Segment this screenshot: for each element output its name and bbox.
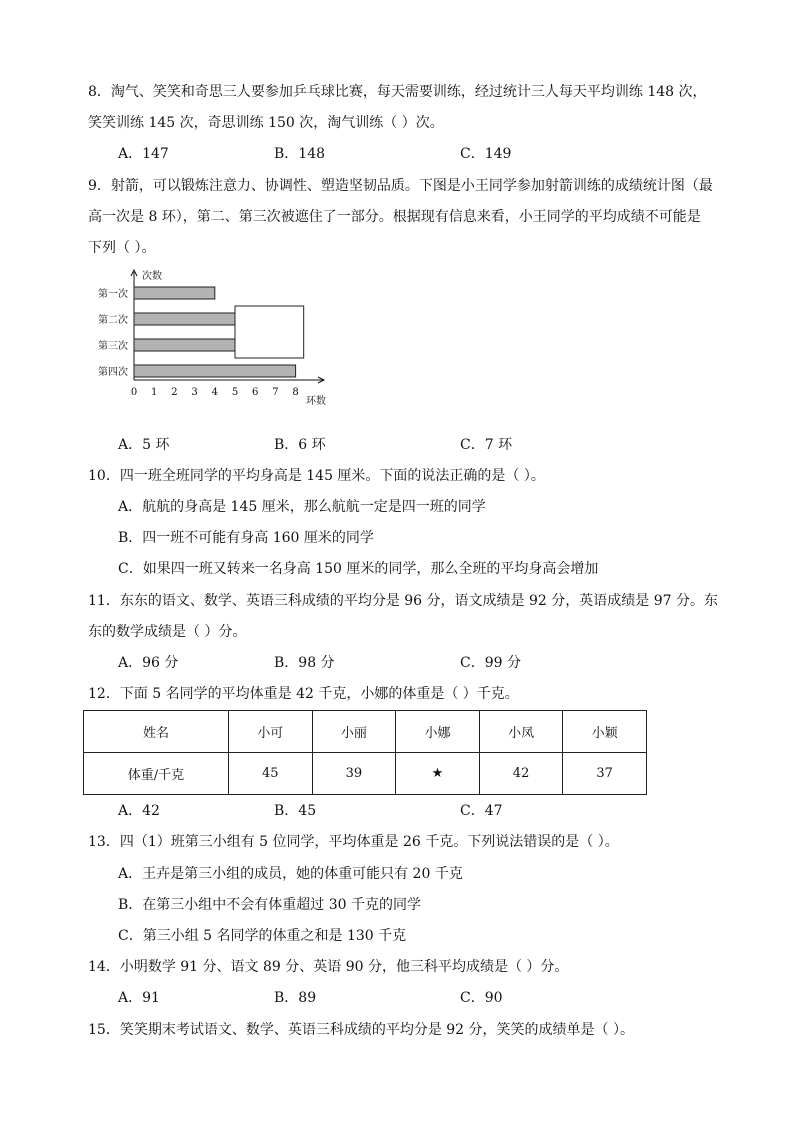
bar-4: [134, 365, 296, 377]
q13-option-b[interactable]: B．在第三小组中不会有体重超过 30 千克的同学: [118, 897, 422, 913]
category-label: 第一次: [98, 289, 128, 300]
x-tick-label: 2: [171, 387, 178, 398]
x-tick-label: 7: [272, 387, 279, 398]
q9-option-b[interactable]: B．6 环: [274, 437, 326, 453]
weight-table: [83, 710, 647, 795]
bar-3: [134, 339, 235, 351]
table-cell: 42: [479, 753, 563, 795]
x-tick-label: 1: [151, 387, 158, 398]
bar-2: [134, 313, 235, 325]
table-header-cell: 小可: [229, 711, 313, 753]
q8-text-line-2: 笑笑训练 145 次，奇思训练 150 次，淘气训练（ ）次。: [88, 115, 444, 131]
q13-option-a[interactable]: A．王卉是第三小组的成员，她的体重可能只有 20 千克: [118, 866, 463, 882]
category-label: 第二次: [98, 315, 128, 326]
table-header-cell: 小凤: [479, 711, 563, 753]
q12-option-c[interactable]: C．47: [460, 803, 503, 819]
q9-text-line-2: 高一次是 8 环），第二、第三次被遮住了一部分。根据现有信息来看，小王同学的平均成绩不可能是: [88, 209, 701, 225]
category-label: 第四次: [98, 367, 128, 378]
q11-text-line-1: 11．东东的语文、数学、英语三科成绩的平均分是 96 分，语文成绩是 92 分，英语成绩是 97 分。东: [88, 593, 718, 609]
table-header-cell: 姓名: [84, 711, 229, 753]
q8-text-line-1: 8．淘气、笑笑和奇思三人要参加乒乓球比赛，每天需要训练，经过统计三人每天平均训练 148 次，: [88, 84, 707, 100]
table-cell: 45: [229, 753, 313, 795]
q14-option-b[interactable]: B．89: [274, 990, 317, 1006]
x-tick-label: 4: [211, 387, 218, 398]
q8-option-a[interactable]: A．147: [118, 146, 169, 162]
q11-option-a[interactable]: A．96 分: [118, 655, 179, 671]
q9-text-line-3: 下列（ ）。: [88, 240, 156, 256]
archery-score-chart: [84, 266, 344, 416]
x-tick-label: 3: [191, 387, 198, 398]
q13-option-c[interactable]: C．第三小组 5 名同学的体重之和是 130 千克: [118, 928, 407, 944]
q8-option-c[interactable]: C．149: [460, 146, 512, 162]
table-cell: 体重/千克: [84, 753, 229, 795]
y-axis-label: 次数: [142, 271, 162, 282]
q10-option-a[interactable]: A．航航的身高是 145 厘米，那么航航一定是四一班的同学: [118, 499, 486, 515]
q12-option-a[interactable]: A．42: [118, 803, 160, 819]
q11-option-c[interactable]: C．99 分: [460, 655, 521, 671]
q10-option-c[interactable]: C．如果四一班又转来一名身高 150 厘米的同学，那么全班的平均身高会增加: [118, 561, 599, 577]
x-tick-label: 8: [292, 387, 299, 398]
q14-option-c[interactable]: C．90: [460, 990, 503, 1006]
x-tick-label: 6: [252, 387, 259, 398]
q14-option-a[interactable]: A．91: [118, 990, 160, 1006]
table-header-cell: 小娜: [396, 711, 480, 753]
table-cell: 37: [563, 753, 647, 795]
q11-option-b[interactable]: B．98 分: [274, 655, 335, 671]
q14-text-line-1: 14．小明数学 91 分、语文 89 分、英语 90 分，他三科平均成绩是（ ）分。: [88, 959, 569, 975]
q8-option-b[interactable]: B．148: [274, 146, 326, 162]
x-axis-label: 环数: [306, 396, 326, 407]
bar-1: [134, 287, 215, 299]
q10-option-b[interactable]: B．四一班不可能有身高 160 厘米的同学: [118, 530, 374, 546]
table-header-row: [84, 711, 647, 753]
category-label: 第三次: [98, 341, 128, 352]
table-header-cell: 小丽: [312, 711, 396, 753]
covering-box: [235, 306, 304, 358]
q9-option-a[interactable]: A．5 环: [118, 437, 170, 453]
star-cell: ★: [396, 753, 480, 795]
q12-option-b[interactable]: B．45: [274, 803, 317, 819]
q10-text-line-1: 10．四一班全班同学的平均身高是 145 厘米。下面的说法正确的是（ ）。: [88, 468, 545, 484]
bar-chart-svg: [84, 266, 344, 416]
q9-option-c[interactable]: C．7 环: [460, 437, 513, 453]
x-tick-label: 0: [130, 387, 138, 398]
table-row: [84, 753, 647, 795]
q9-text-line-1: 9．射箭，可以锻炼注意力、协调性、塑造坚韧品质。下图是小王同学参加射箭训练的成绩统计图（最: [88, 178, 713, 194]
q13-text-line-1: 13．四（1）班第三小组有 5 位同学，平均体重是 26 千克。下列说法错误的是（ ）。: [88, 834, 619, 850]
q15-text-line-1: 15．笑笑期末考试语文、数学、英语三科成绩的平均分是 92 分，笑笑的成绩单是（ ）。: [88, 1022, 634, 1038]
q12-text-line-1: 12．下面 5 名同学的平均体重是 42 千克，小娜的体重是（ ）千克。: [88, 686, 519, 702]
x-tick-label: 5: [231, 387, 239, 398]
table-header-cell: 小颖: [563, 711, 647, 753]
q11-text-line-2: 东的数学成绩是（ ）分。: [88, 624, 247, 640]
table-cell: 39: [312, 753, 396, 795]
